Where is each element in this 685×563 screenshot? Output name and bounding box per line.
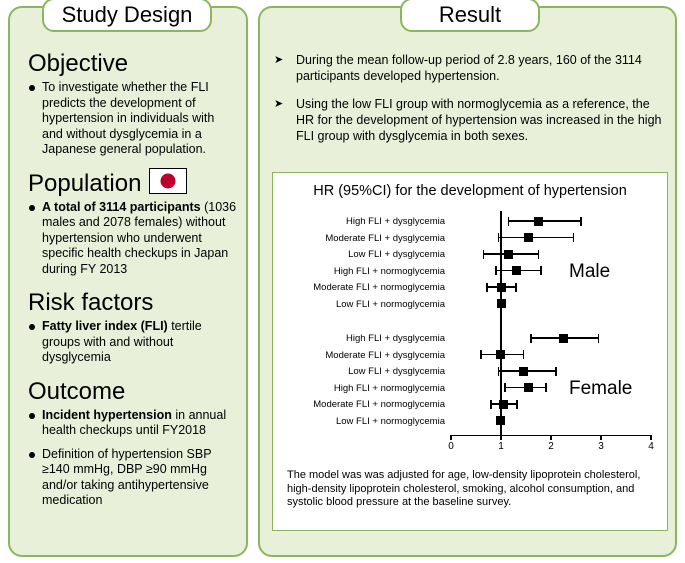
forest-group-label: Female [569,377,633,399]
forest-ci-cap [555,367,557,376]
forest-x-tick-label: 1 [498,441,504,452]
risk-factors-bullet-bold: Fatty liver index (FLI) [42,319,168,333]
population-bullet-rest: (1036 males and 2078 females) without hypertension who underwent specific health checkups in Japan during FY 2013 [42,199,237,276]
forest-x-tick-label: 0 [448,441,454,452]
forest-ci-cap [483,250,485,259]
forest-ci-cap [508,217,510,226]
forest-ci-cap [538,250,540,259]
population-heading [28,170,238,198]
result-points [274,52,666,156]
forest-ci-cap [545,383,547,392]
forest-row-label: High FLI + normoglycemia [333,382,445,394]
forest-point-estimate [504,250,513,259]
result-point-2: ➤ Using the low FLI group with normoglycemia as a reference, the HR for the development of hypertension was increased in the high FLI group with dysglycemia in both sexes. [274,96,666,144]
forest-ci-cap [486,283,488,292]
study-design-title: Study Design [42,0,212,32]
objective-bullet: To investigate whether the FLI predicts the development of hypertension in individuals with and without dysglycemia in a Japanese general population. [28,80,238,158]
forest-ci-cap [540,266,542,275]
outcome-bullet-1-bold: Incident hypertension [42,407,172,422]
forest-x-tick-label: 2 [548,441,554,452]
result-title: Result [400,0,540,32]
forest-point-estimate [512,266,521,275]
forest-x-tick [500,435,501,440]
forest-ci-cap [515,283,517,292]
risk-factors-bullet [28,319,238,366]
forest-point-estimate [524,233,533,242]
forest-ci-cap [504,383,506,392]
forest-ci-cap [498,233,500,242]
forest-ci-cap [580,217,582,226]
forest-group-label: Male [569,260,611,282]
outcome-bullet-1-rest: in annual health checkups until FY2018 [42,407,227,437]
forest-ci-line [509,220,582,222]
forest-x-tick-label: 3 [598,441,604,452]
forest-plot-area [273,211,669,461]
forest-x-tick [550,435,551,440]
objective-bullets [28,80,238,158]
study-design-content [28,50,238,521]
forest-row-label: Moderate FLI + dysglycemia [325,232,445,244]
forest-ci-cap [480,350,482,359]
forest-ci-cap [573,233,575,242]
forest-row-label: Moderate FLI + normoglycemia [313,399,445,410]
forest-row-label: Moderate FLI + dysglycemia [325,349,445,361]
result-point-1: ➤ During the mean follow-up period of 2.8 years, 160 of the 3114 participants developed hypertension. [274,52,666,84]
outcome-bullet-2: Definition of hypertension SBP ≥140 mmHg, DBP ≥90 mmHg and/or taking antihypertensive medication [28,447,238,509]
forest-row-label: Moderate FLI + normoglycemia [313,282,445,293]
forest-plot-footnote: The model was was adjusted for age, low-density lipoprotein cholesterol, high-density lipoprotein cholesterol, smoking, alcohol consumption, and systolic blood pressure at the baseline survey. [287,469,641,508]
outcome-bullets [28,408,238,509]
japan-flag-icon [149,168,187,194]
forest-ci-cap [598,334,600,343]
forest-plot-title: HR (95%CI) for the development of hypertension [313,183,627,199]
forest-row-label: Low FLI + normoglycemia [335,298,445,310]
forest-ci-cap [490,400,492,409]
outcome-block [28,378,238,509]
forest-ci-cap [516,400,518,409]
risk-factors-block [28,289,238,366]
forest-point-estimate [524,383,533,392]
population-block [28,170,238,278]
forest-x-tick [650,435,651,440]
forest-x-tick [600,435,601,440]
forest-ci-cap [530,334,532,343]
forest-row-label: High FLI + normoglycemia [333,265,445,277]
forest-point-estimate [534,217,543,226]
forest-plot-box [272,172,668,531]
population-heading-text: Population [28,169,142,197]
outcome-heading: Outcome [28,377,126,405]
forest-x-tick [450,435,451,440]
forest-ci-cap [498,367,500,376]
forest-point-estimate [559,334,568,343]
forest-point-estimate [519,367,528,376]
study-design-panel [8,2,248,557]
population-bullet [28,200,238,278]
population-bullet-bold: A total of 3114 participants [42,199,201,214]
objective-heading: Objective [28,50,129,77]
forest-row-label: High FLI + dysglycemia [346,216,445,227]
forest-row-label: Low FLI + dysglycemia [348,366,445,377]
forest-row-label: Low FLI + normoglycemia [335,415,445,427]
risk-factors-bullet-rest: tertile groups with and without dysglycemia [42,319,202,364]
forest-row-label: Low FLI + dysglycemia [348,249,445,260]
risk-factors-bullets [28,319,238,366]
risk-factors-heading: Risk factors [28,289,154,316]
objective-block [28,50,238,158]
population-bullets [28,200,238,278]
forest-ci-line [499,237,574,239]
forest-ci-cap [495,266,497,275]
outcome-bullet-1 [28,408,238,439]
forest-row-label: High FLI + dysglycemia [346,333,445,344]
forest-x-tick-label: 4 [648,441,654,452]
forest-reference-line [500,211,501,435]
forest-ci-cap [523,350,525,359]
